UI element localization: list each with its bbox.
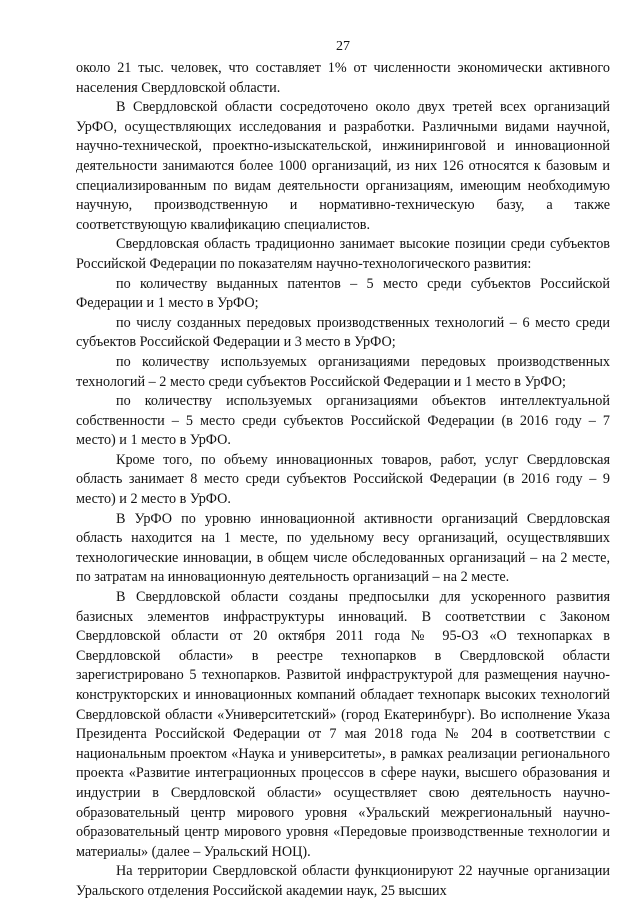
paragraph: около 21 тыс. человек, что составляет 1% от численности экономически активного населения Свердловской области. [76, 60, 610, 96]
paragraph: В Свердловской области созданы предпосылки для ускоренного развития базисных элементов инфраструктуры инноваций. В соответствии с Законом Свердловской области от 20 октября 2011 года № 95-ОЗ «О технопарках в Свердловской области» в реестре технопарков в Свердловской области зарегистрировано 5 технопарков. Развитой инфраструктурой для размещения научно-конструкторских и инновационных компаний обладает технопарк высоких технологий Свердловской области «Университетский» (город Екатеринбург). Во исполнение Указа Президента Российской Федерации от 7 мая 2018 года № 204 в соответствии с национальным проектом «Наука и университеты», в рамках реализации регионального проекта «Развитие интеграционных процессов в сфере науки, высшего образования и индустрии в Свердловской области» осуществляет свою деятельность научно-образовательный центр мирового уровня «Уральский межрегиональный научно-образовательный центр мирового уровня «Передовые производственные технологии и материалы» (далее – Уральский НОЦ). [76, 589, 610, 860]
list-item-paragraph: по количеству выданных патентов – 5 место среди субъектов Российской Федерации и 1 место в УрФО; [76, 275, 610, 312]
paragraph: Кроме того, по объему инновационных товаров, работ, услуг Свердловская область занимает 8 место среди субъектов Российской Федерации (в 2016 году – 9 место) и 2 место в УрФО. [76, 451, 610, 508]
page-number: 27 [336, 39, 350, 54]
document-page [76, 38, 610, 902]
list-item-paragraph: по количеству используемых организациями объектов интеллектуальной собственности – 5 место среди субъектов Российской Федерации (в 2016 году – 7 место) и 1 место в УрФО. [76, 393, 610, 449]
paragraph: Свердловская область традиционно занимает высокие позиции среди субъектов Российской Федерации по показателям научно-технологического развития: [76, 236, 610, 272]
paragraph: В Свердловской области сосредоточено около двух третей всех организаций УрФО, осуществляющих исследования и разработки. Различными видами научной, научно-технической, проектно-изыскательской, инжиниринговой и инновационной деятельности занимаются более 1000 организаций, из них 126 относятся к базовым и специализированным по видам деятельности организациям, имеющим необходимую научную, производственную и нормативно-техническую базу, а также соответствующую квалификацию специалистов. [76, 99, 610, 233]
paragraph: На территории Свердловской области функционируют 22 научные организации Уральского отделения Российской академии наук, 25 высших [76, 863, 610, 899]
paragraph: В УрФО по уровню инновационной активности организаций Свердловская область находится на 1 месте, по удельному весу организаций, осуществлявших технологические инновации, в общем числе обследованных организаций – на 2 месте, по затратам на инновационную деятельность организаций – на 2 месте. [76, 510, 610, 586]
list-item-paragraph: по количеству используемых организациями передовых производственных технологий – 2 место среди субъектов Российской Федерации и 1 место в УрФО; [76, 353, 610, 390]
list-item-paragraph: по числу созданных передовых производственных технологий – 6 место среди субъектов Российской Федерации и 3 место в УрФО; [76, 314, 610, 351]
